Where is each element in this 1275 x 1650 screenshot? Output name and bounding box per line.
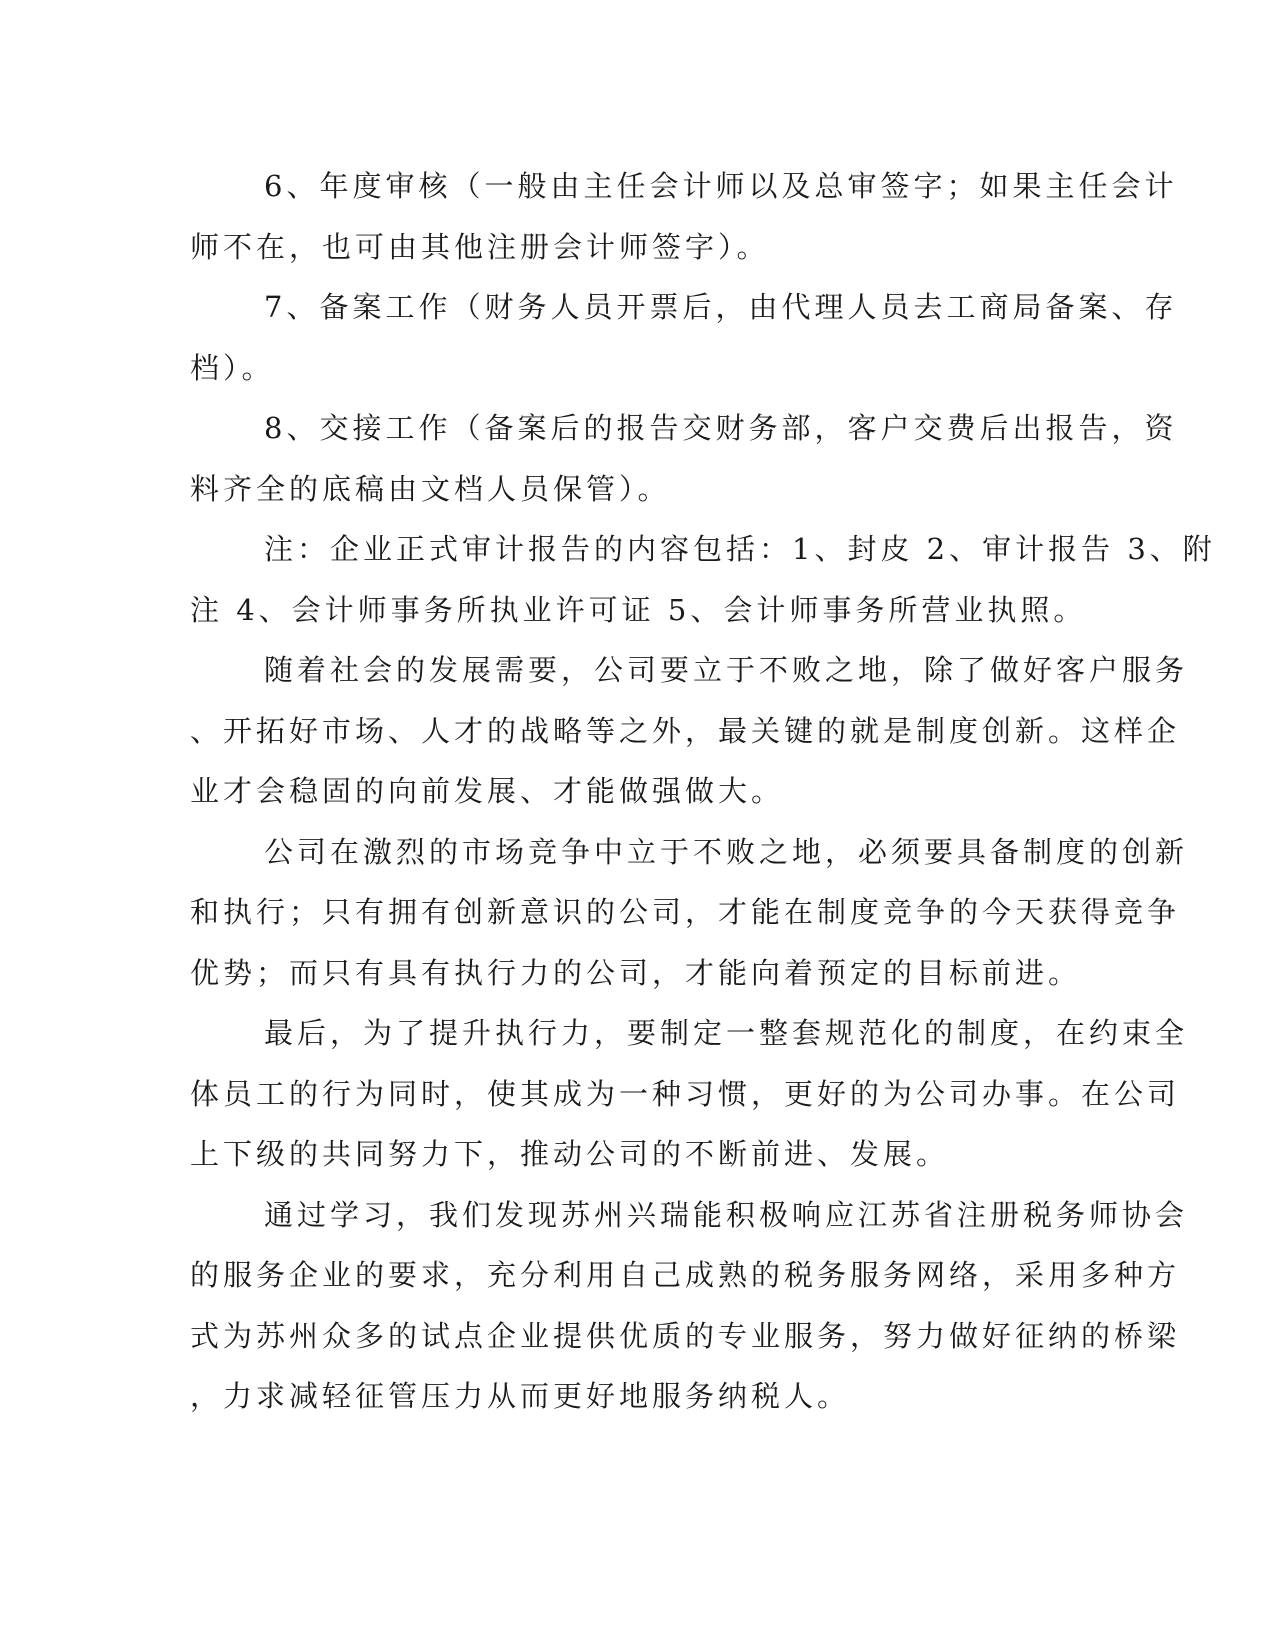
text-line: 、开拓好市场、人才的战略等之外，最关键的就是制度创新。这样企 bbox=[190, 713, 1181, 748]
paragraph-development bbox=[190, 640, 1189, 822]
text-line: 注：企业正式审计报告的内容包括：1、封皮 2、审计报告 3、附 bbox=[264, 532, 1216, 566]
paragraph-item-8 bbox=[190, 398, 1178, 519]
text-line: 体员工的行为同时，使其成为一种习惯，更好的为公司办事。在公司 bbox=[190, 1076, 1181, 1111]
text-line: 的服务企业的要求，充分利用自己成熟的税务服务网络，采用多种方 bbox=[190, 1258, 1181, 1292]
text-line: 和执行；只有拥有创新意识的公司，才能在制度竞争的今天获得竞争 bbox=[190, 895, 1181, 929]
text-line: 师不在，也可由其他注册会计师签字）。 bbox=[190, 229, 770, 264]
text-line: 料齐全的底稿由文档人员保管）。 bbox=[190, 471, 671, 506]
paragraph-competition bbox=[190, 822, 1189, 1004]
document-body bbox=[190, 156, 1216, 1427]
paragraph-item-7 bbox=[190, 277, 1178, 398]
text-line: 优势；而只有具有执行力的公司，才能向着预定的目标前进。 bbox=[190, 955, 1082, 990]
text-line: 7、备案工作（财务人员开票后，由代理人员去工商局备案、存 bbox=[264, 290, 1178, 324]
paragraph-item-6 bbox=[190, 156, 1178, 277]
text-line: ，力求减轻征管压力从而更好地服务纳税人。 bbox=[190, 1379, 851, 1413]
text-line: 档）。 bbox=[190, 350, 275, 385]
paragraph-study bbox=[190, 1185, 1189, 1427]
text-line: 6、年度审核（一般由主任会计师以及总审签字；如果主任会计 bbox=[264, 169, 1178, 203]
text-line: 上下级的共同努力下，推动公司的不断前进、发展。 bbox=[190, 1137, 950, 1171]
text-line: 注 4、会计师事务所执业许可证 5、会计师事务所营业执照。 bbox=[190, 592, 1087, 627]
text-line: 8、交接工作（备案后的报告交财务部，客户交费后出报告，资 bbox=[264, 411, 1178, 445]
text-line: 随着社会的发展需要，公司要立于不败之地，除了做好客户服务 bbox=[264, 653, 1189, 687]
text-line: 最后，为了提升执行力，要制定一整套规范化的制度，在约束全 bbox=[264, 1016, 1189, 1050]
text-line: 式为苏州众多的试点企业提供优质的专业服务，努力做好征纳的桥梁 bbox=[190, 1318, 1181, 1353]
paragraph-note bbox=[190, 519, 1216, 640]
text-line: 通过学习，我们发现苏州兴瑞能积极响应江苏省注册税务师协会 bbox=[264, 1197, 1189, 1232]
text-line: 公司在激烈的市场竞争中立于不败之地，必须要具备制度的创新 bbox=[264, 834, 1189, 869]
text-line: 业才会稳固的向前发展、才能做强做大。 bbox=[190, 774, 785, 808]
paragraph-conclusion bbox=[190, 1003, 1189, 1185]
